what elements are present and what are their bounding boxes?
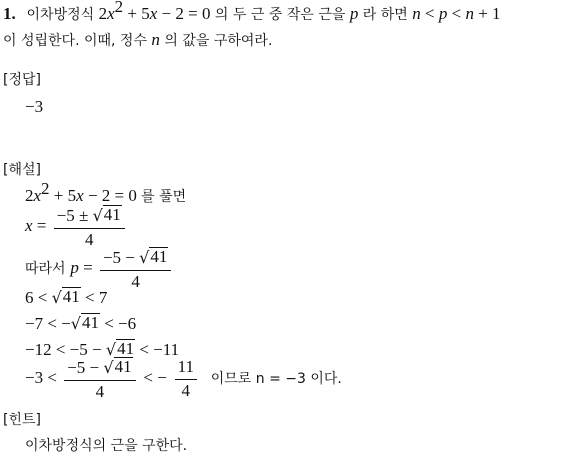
- problem-text-1: 이차방정식 $2x^2 + 5x - 2 = 0$ 의 두 근 중 작은 근을 p 라 하면 n < p < n + 1: [26, 0, 501, 23]
- problem-number: 1.: [3, 4, 16, 23]
- explanation-step-3: 따라서 p = −5 − √ 41 4: [25, 247, 174, 291]
- root-bound-fraction: −5 − √ 41 4: [64, 357, 135, 401]
- eleven-quarters-fraction: $\frac{11}{4}$: [175, 358, 197, 400]
- answer-value: −3: [25, 97, 44, 116]
- smaller-root-fraction: −5 − √ 41 4: [100, 247, 171, 291]
- step3-prefix: 따라서: [25, 261, 66, 278]
- step1-suffix: 를 풀면: [141, 189, 187, 205]
- explanation-step-1: $2x^2 + 5x - 2 = 0$ 를 풀면: [25, 179, 187, 205]
- explanation-step-7: −3 < −5 − √ 41 4 < − $\frac{11}{4}$ 이므로 n = −3 이다.: [25, 356, 342, 401]
- answer-heading: [정답]: [3, 72, 41, 88]
- hint-heading: [힌트]: [3, 412, 41, 428]
- hint-text: 이차방정식의 근을 구한다.: [25, 438, 188, 454]
- step7-suffix: 이므로 n = −3 이다.: [210, 371, 342, 388]
- explanation-step-6: −12 < −5 − √ 41 < −11: [25, 339, 180, 359]
- problem-line-2: 이 성립한다. 이때, 정수 n 의 값을 구하여라.: [3, 30, 273, 49]
- explanation-step-4: 6 < √ 41 < 7: [25, 287, 108, 307]
- quadratic-formula-fraction: −5 ± √ 41 4: [54, 205, 125, 249]
- problem-line-1: [3, 0, 501, 23]
- explanation-step-2: x = −5 ± √ 41 4: [25, 205, 128, 249]
- explanation-step-5: −7 < − √ 41 < −6: [25, 313, 137, 333]
- explanation-heading: [해설]: [3, 162, 41, 178]
